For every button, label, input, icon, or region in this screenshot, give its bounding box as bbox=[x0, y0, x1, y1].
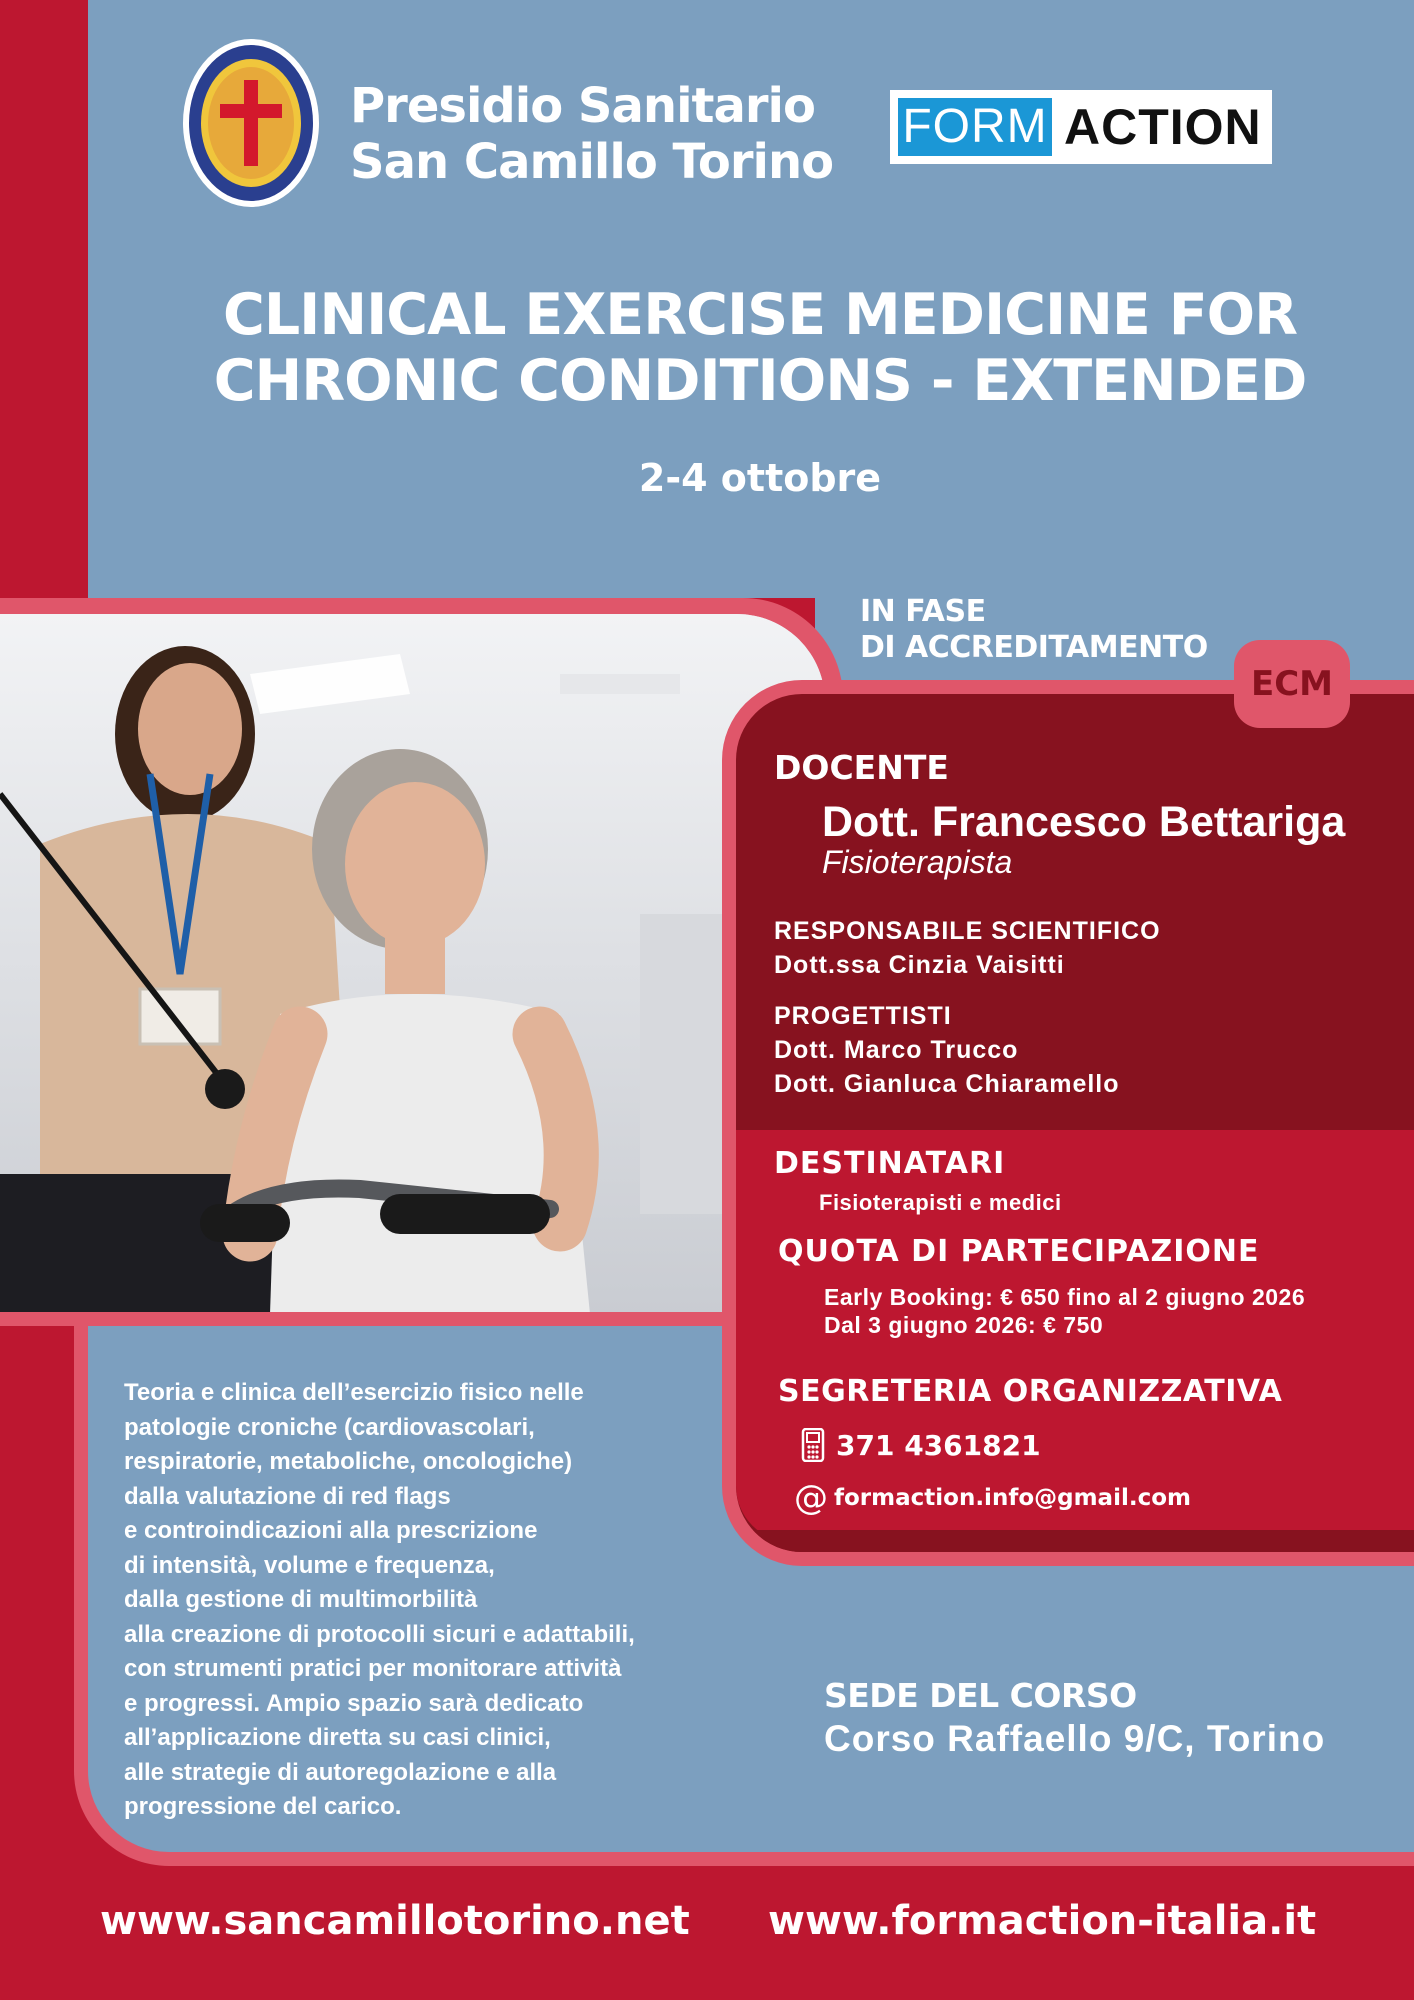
photo-illustration bbox=[0, 614, 825, 1314]
formaction-logo-form: FORM bbox=[898, 98, 1052, 156]
organization-name bbox=[350, 78, 833, 190]
formaction-logo-action: ACTION bbox=[1064, 99, 1262, 155]
ecm-badge: ECM bbox=[1234, 640, 1350, 728]
accreditation-line1: IN FASE bbox=[860, 594, 986, 629]
description-line: e controindicazioni alla prescrizione bbox=[124, 1517, 538, 1544]
destinatari-text: Fisioterapisti e medici bbox=[819, 1190, 1062, 1215]
accreditation-line2: DI ACCREDITAMENTO bbox=[860, 630, 1208, 665]
description-line: dalla valutazione di red flags bbox=[124, 1482, 451, 1510]
at-icon: @ bbox=[794, 1478, 828, 1518]
quota-lines bbox=[824, 1283, 1305, 1339]
info-panel bbox=[736, 694, 1414, 1552]
photo-exercise-session bbox=[0, 614, 825, 1314]
description-line: all’applicazione diretta su casi clinici, bbox=[124, 1724, 551, 1751]
phone-icon bbox=[800, 1428, 826, 1462]
org-name-line1: Presidio Sanitario bbox=[350, 78, 815, 134]
org-name-line2: San Camillo Torino bbox=[350, 134, 834, 190]
description-line: dalla gestione di multimorbilità bbox=[124, 1586, 478, 1613]
segreteria-email[interactable]: formaction.info@gmail.com bbox=[834, 1485, 1191, 1511]
segreteria-phone[interactable]: 371 4361821 bbox=[836, 1428, 1041, 1462]
progettisti-heading: PROGETTISTI bbox=[774, 1002, 952, 1030]
docente-role: Fisioterapista bbox=[822, 844, 1013, 880]
description-line: con strumenti pratici per monitorare attività bbox=[124, 1655, 622, 1682]
footer-url-formaction[interactable]: www.formaction-italia.it bbox=[768, 1898, 1317, 1944]
destinatari-heading: DESTINATARI bbox=[774, 1146, 1006, 1181]
description-line: alle strategie di autoregolazione e alla bbox=[124, 1758, 557, 1786]
photo-bottom-band bbox=[0, 1312, 825, 1326]
progettista-1: Dott. Marco Trucco bbox=[774, 1036, 1019, 1064]
responsabile-name: Dott.ssa Cinzia Vaisitti bbox=[774, 951, 1065, 979]
info-panel-edge bbox=[736, 1530, 1414, 1552]
footer-url-sancamillo[interactable]: www.sancamillotorino.net bbox=[100, 1898, 690, 1944]
course-dates: 2-4 ottobre bbox=[638, 456, 882, 500]
description-line: di intensità, volume e frequenza, bbox=[124, 1551, 495, 1579]
description-line: alla creazione di protocolli sicuri e adattabili, bbox=[124, 1620, 635, 1648]
formaction-logo bbox=[890, 90, 1272, 164]
quota-standard: Dal 3 giugno 2026: € 750 bbox=[824, 1312, 1104, 1338]
course-title-line1: CLINICAL EXERCISE MEDICINE FOR bbox=[223, 282, 1297, 348]
docente-name: Dott. Francesco Bettariga bbox=[822, 798, 1346, 846]
description-line: patologie croniche (cardiovascolari, bbox=[124, 1413, 535, 1441]
san-camillo-seal bbox=[182, 38, 320, 208]
description-line: progressione del carico. bbox=[124, 1793, 402, 1820]
accreditation-status bbox=[860, 594, 1208, 666]
progettista-2: Dott. Gianluca Chiaramello bbox=[774, 1070, 1120, 1098]
quota-heading: QUOTA DI PARTECIPAZIONE bbox=[778, 1234, 1260, 1269]
segreteria-heading: SEGRETERIA ORGANIZZATIVA bbox=[778, 1374, 1283, 1409]
responsabile-heading: RESPONSABILE SCIENTIFICO bbox=[774, 917, 1161, 945]
description-line: e progressi. Ampio spazio sarà dedicato bbox=[124, 1689, 584, 1717]
description-line: respiratorie, metaboliche, oncologiche) bbox=[124, 1448, 573, 1475]
sede-address: Corso Raffaello 9/C, Torino bbox=[824, 1718, 1326, 1759]
course-title bbox=[160, 282, 1360, 414]
segreteria-phone-row bbox=[800, 1428, 1041, 1462]
course-description bbox=[124, 1376, 724, 1825]
segreteria-email-row bbox=[794, 1478, 1191, 1518]
sede-heading: SEDE DEL CORSO bbox=[824, 1676, 1137, 1715]
description-line: Teoria e clinica dell’esercizio fisico nelle bbox=[124, 1379, 584, 1406]
quota-early-booking: Early Booking: € 650 fino al 2 giugno 2026 bbox=[824, 1284, 1306, 1310]
docente-heading: DOCENTE bbox=[774, 748, 949, 787]
course-title-line2: CHRONIC CONDITIONS - EXTENDED bbox=[213, 348, 1307, 414]
